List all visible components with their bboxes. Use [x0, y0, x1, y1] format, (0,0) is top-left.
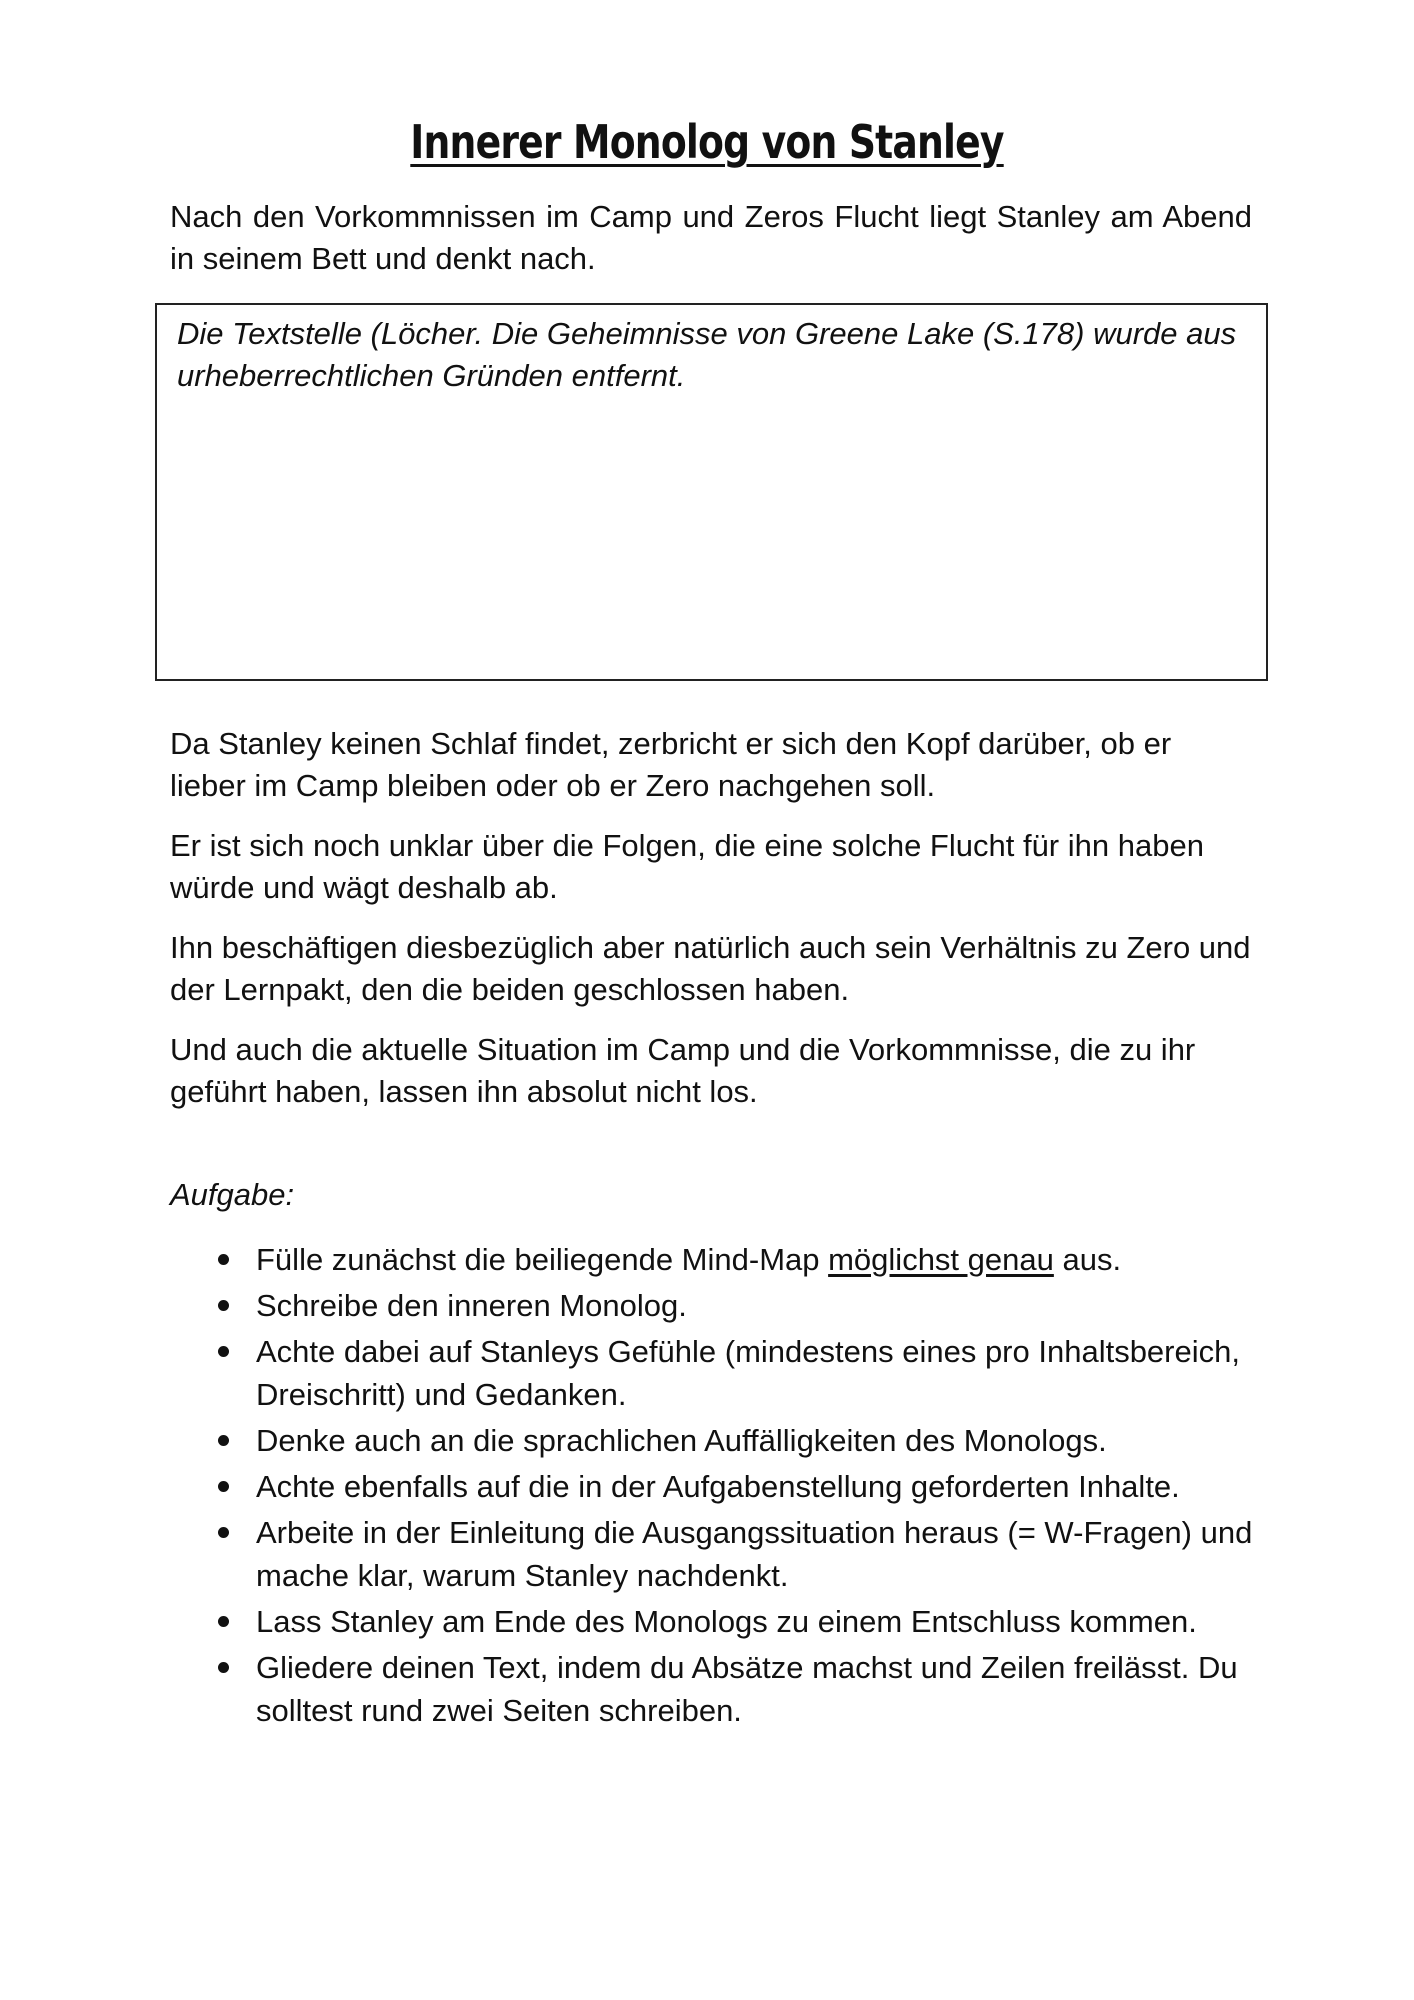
task-list: [170, 1238, 1260, 1735]
task-item-text: Denke auch an die sprachlichen Auffälligkeiten des Monologs.: [256, 1423, 1107, 1458]
task-item-language: [170, 1419, 1260, 1462]
paragraph-consequences: Er ist sich noch unklar über die Folgen, die eine solche Flucht für ihn haben würde und wägt deshalb ab.: [170, 828, 1204, 905]
task-item-decision: [170, 1600, 1260, 1643]
removed-text-box: [155, 303, 1268, 681]
task-item-mind-map: [170, 1238, 1260, 1281]
bullet-icon: [218, 1481, 229, 1492]
intro-paragraph: Nach den Vorkommnissen im Camp und Zeros Flucht liegt Stanley am Abend in seinem Bett und denkt nach.: [170, 199, 1252, 276]
task-item-emphasis: möglichst genau: [828, 1242, 1054, 1277]
bullet-icon: [218, 1300, 229, 1311]
page-title: Innerer Monolog von Stanley: [410, 115, 1004, 169]
task-item-mind-map-text: Fülle zunächst die beiliegende Mind-Map: [256, 1242, 829, 1277]
bullet-icon: [218, 1254, 229, 1265]
task-item-mind-map-end: aus.: [1053, 1242, 1122, 1277]
task-item-structure: [170, 1646, 1260, 1732]
task-item-text: Achte dabei auf Stanleys Gefühle (mindestens eines pro Inhaltsbereich, Dreischritt) und Gedanken.: [256, 1334, 1240, 1412]
bullet-icon: [218, 1346, 229, 1357]
task-item-introduction: [170, 1511, 1260, 1597]
task-item-feelings: [170, 1330, 1260, 1416]
task-item-contents: [170, 1465, 1260, 1508]
task-item-text: Achte ebenfalls auf die in der Aufgabenstellung geforderten Inhalte.: [256, 1469, 1180, 1504]
task-item-text: Lass Stanley am Ende des Monologs zu einem Entschluss kommen.: [256, 1604, 1197, 1639]
task-heading: Aufgabe:: [170, 1177, 295, 1212]
bullet-icon: [218, 1527, 229, 1538]
removed-text-notice: Die Textstelle (Löcher. Die Geheimnisse von Greene Lake (S.178) wurde aus urheberrechtlichen Gründen entfernt.: [177, 316, 1237, 393]
task-item-text: Gliedere deinen Text, indem du Absätze machst und Zeilen freilässt. Du solltest rund zwei Seiten schreiben.: [256, 1650, 1238, 1728]
paragraph-camp-situation: Und auch die aktuelle Situation im Camp und die Vorkommnisse, die zu ihr geführt haben, lassen ihn absolut nicht los.: [170, 1032, 1196, 1109]
task-item-text: Arbeite in der Einleitung die Ausgangssituation heraus (= W-Fragen) und mache klar, warum Stanley nachdenkt.: [256, 1515, 1253, 1593]
paragraph-relationship: Ihn beschäftigen diesbezüglich aber natürlich auch sein Verhältnis zu Zero und der Lernpakt, den die beiden geschlossen haben.: [170, 930, 1251, 1007]
paragraph-sleepless: Da Stanley keinen Schlaf findet, zerbricht er sich den Kopf darüber, ob er lieber im Camp bleiben oder ob er Zero nachgehen soll.: [170, 726, 1172, 803]
bullet-icon: [218, 1662, 229, 1673]
bullet-icon: [218, 1435, 229, 1446]
task-item-text: Schreibe den inneren Monolog.: [256, 1288, 687, 1323]
bullet-icon: [218, 1616, 229, 1627]
task-item-write-monolog: [170, 1284, 1260, 1327]
